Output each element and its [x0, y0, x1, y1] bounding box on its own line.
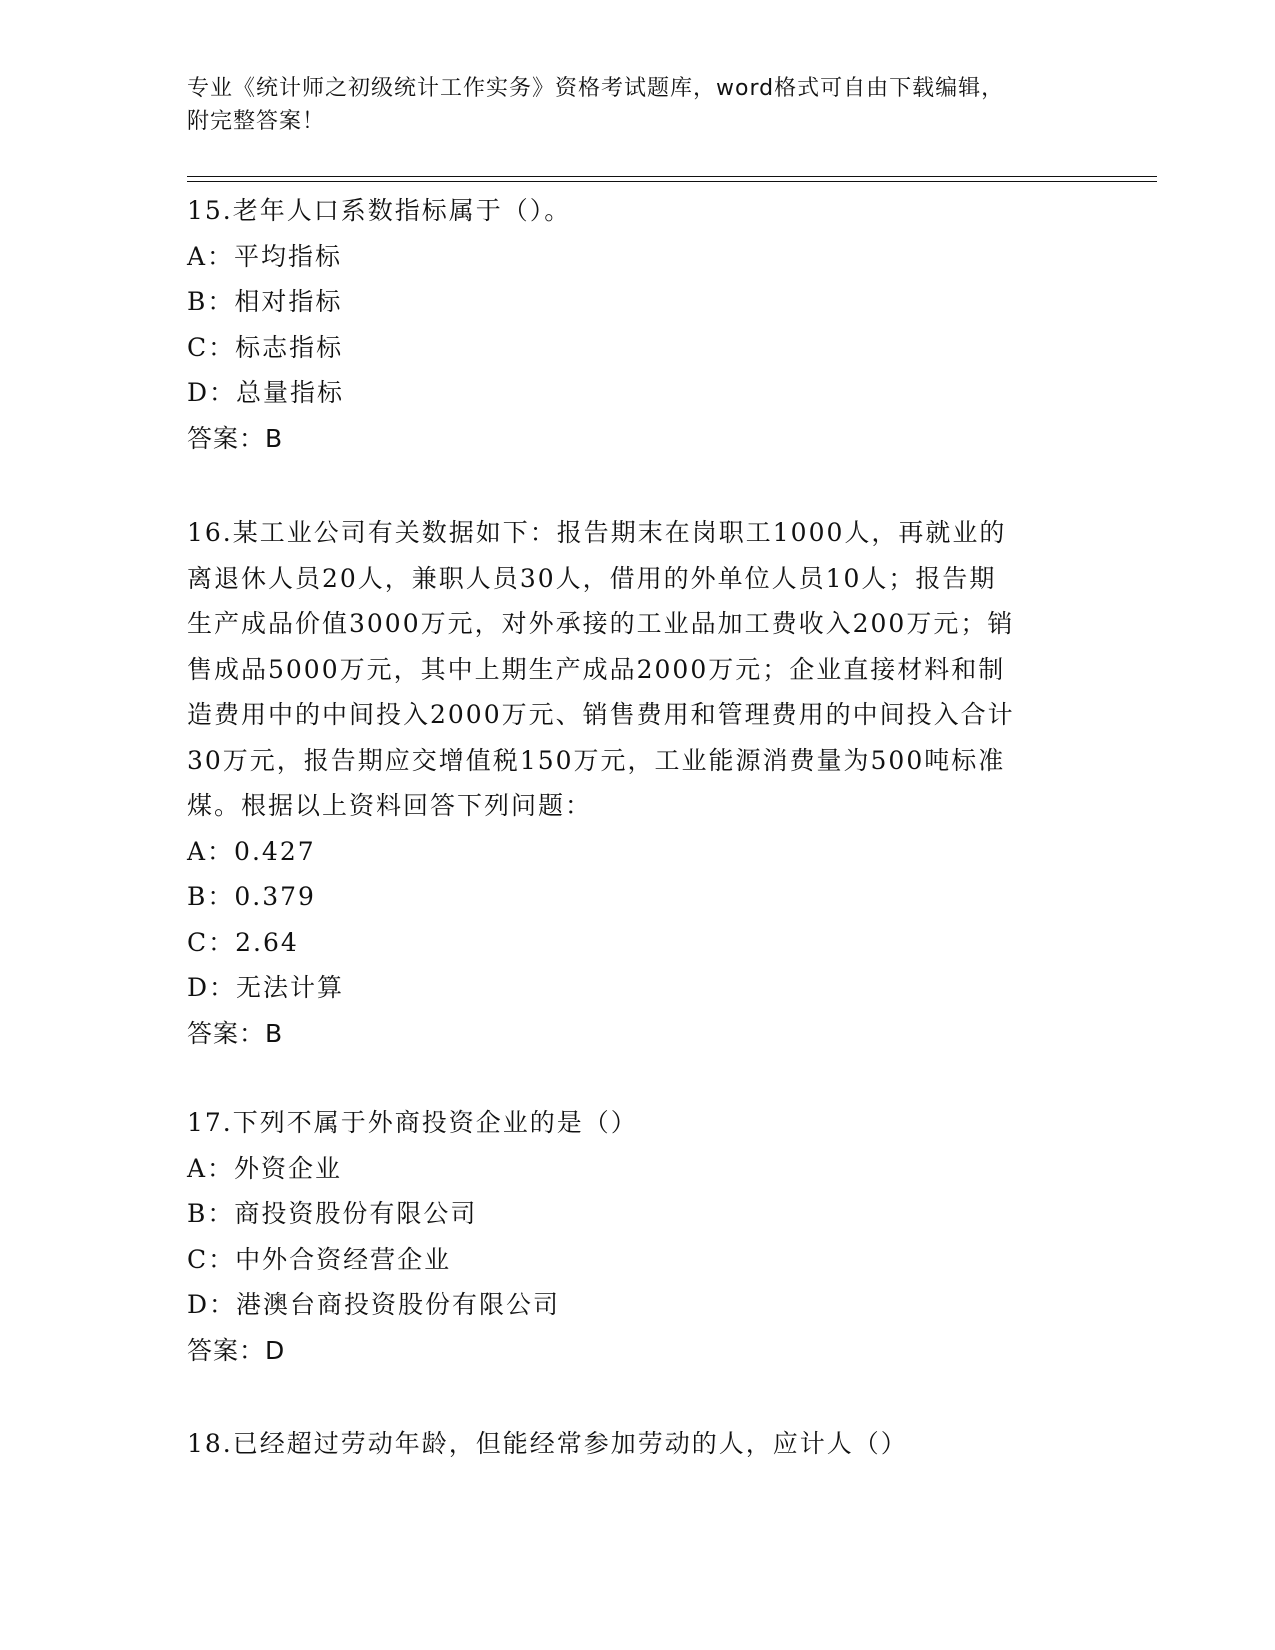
question-18: [187, 1421, 1077, 1467]
header-line-2: 附完整答案！: [187, 109, 326, 134]
header-line-1: 专业《统计师之初级统计工作实务》资格考试题库，word格式可自由下载编辑，: [187, 76, 1005, 101]
question-stem-line-3: 生产成品价值3000万元，对外承接的工业品加工费收入200万元；销: [187, 609, 1015, 638]
option-b: B：相对指标: [187, 287, 343, 316]
question-stem: 18.已经超过劳动年龄，但能经常参加劳动的人，应计人（）: [187, 1429, 908, 1458]
option-c: C：中外合资经营企业: [187, 1244, 452, 1274]
option-d: D：无法计算: [187, 973, 345, 1002]
header-divider-bottom: [187, 181, 1157, 182]
question-stem-line-1: 16.某工业公司有关数据如下：报告期末在岗职工1000人，再就业的: [187, 518, 1007, 547]
question-15: [187, 188, 1077, 461]
header-divider-top: [187, 176, 1157, 177]
option-b: B：0.379: [187, 882, 316, 911]
question-stem-line-5: 造费用中的中间投入2000万元、销售费用和管理费用的中间投入合计: [187, 700, 1015, 729]
document-header: [187, 72, 1067, 138]
question-stem-line-7: 煤。根据以上资料回答下列问题：: [187, 791, 593, 820]
question-stem-line-2: 离退休人员20人，兼职人员30人，借用的外单位人员10人；报告期: [187, 563, 997, 593]
question-17: [187, 1100, 1077, 1373]
option-d: D：总量指标: [187, 378, 345, 407]
answer: 答案：B: [187, 1018, 284, 1048]
option-d: D：港澳台商投资股份有限公司: [187, 1290, 561, 1319]
option-a: A：0.427: [187, 836, 316, 866]
option-c: C：标志指标: [187, 332, 344, 362]
answer: 答案：D: [187, 1335, 286, 1365]
question-stem: 17.下列不属于外商投资企业的是（）: [187, 1108, 638, 1137]
option-c: C：2.64: [187, 927, 299, 957]
question-stem-line-4: 售成品5000万元，其中上期生产成品2000万元；企业直接材料和制: [187, 654, 1006, 684]
answer: 答案：B: [187, 423, 284, 453]
question-stem: 15.老年人口系数指标属于（）。: [187, 196, 572, 225]
option-a: A：外资企业: [187, 1153, 343, 1183]
option-b: B：商投资股份有限公司: [187, 1199, 478, 1228]
question-stem-line-6: 30万元，报告期应交增值税150万元，工业能源消费量为500吨标准: [187, 745, 1006, 775]
option-a: A：平均指标: [187, 241, 343, 271]
question-16: [187, 510, 1077, 1056]
